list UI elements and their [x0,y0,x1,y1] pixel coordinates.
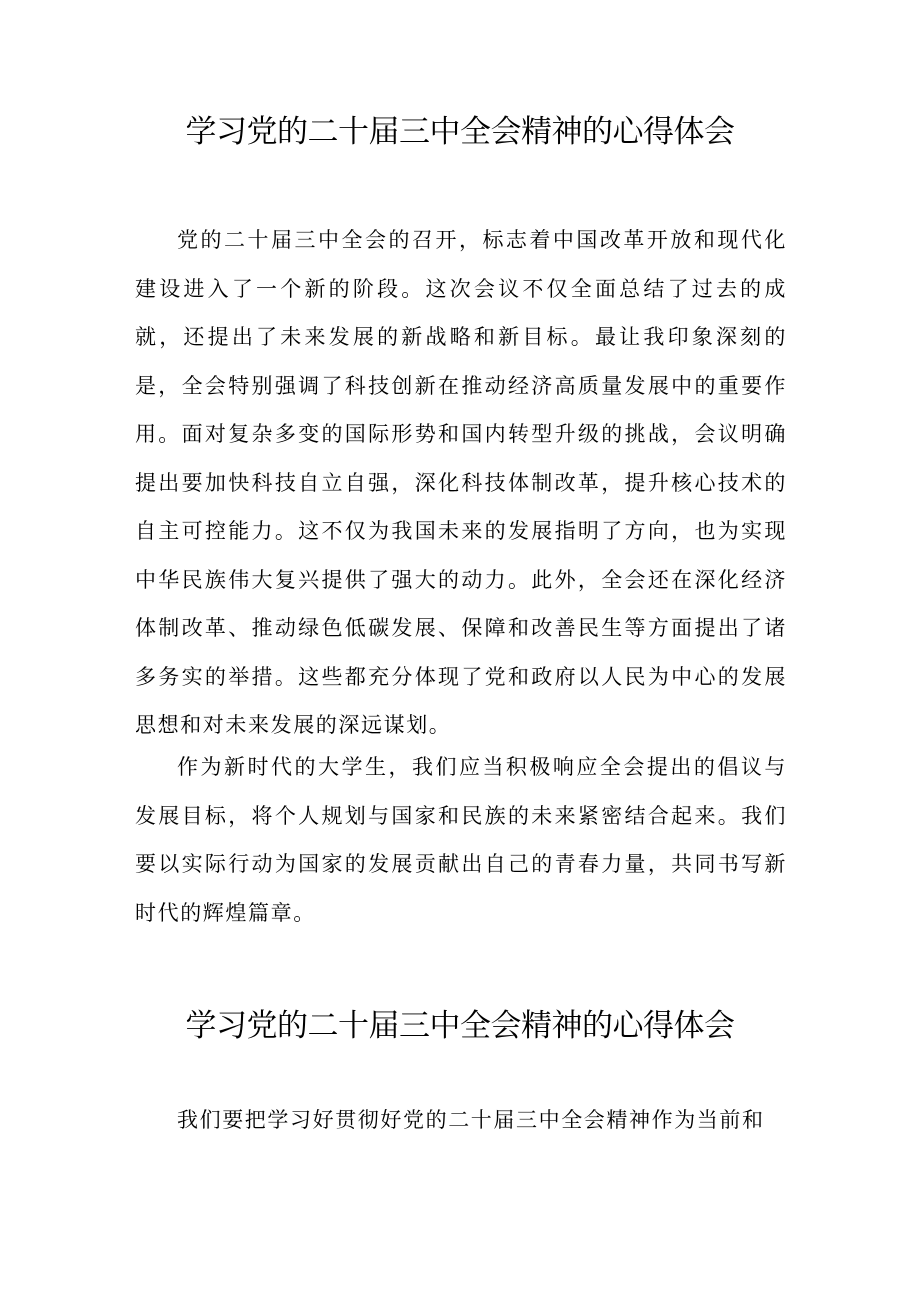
section-1-title: 学习党的二十届三中全会精神的心得体会 [185,114,735,150]
section-1-paragraph-2: 作为新时代的大学生，我们应当积极响应全会提出的倡议与发展目标，将个人规划与国家和民族的未来紧密结合起来。我们要以实际行动为国家的发展贡献出自己的青春力量，共同书写新时代的辉煌篇章。 [135,755,787,925]
section-1-paragraph-1: 党的二十届三中全会的召开，标志着中国改革开放和现代化建设进入了一个新的阶段。这次会议不仅全面总结了过去的成就，还提出了未来发展的新战略和新目标。最让我印象深刻的是，全会特别强调了科技创新在推动经济高质量发展中的重要作用。面对复杂多变的国际形势和国内转型升级的挑战，会议明确提出要加快科技自立自强，深化科技体制改革，提升核心技术的自主可控能力。这不仅为我国未来的发展指明了方向，也为实现中华民族伟大复兴提供了强大的动力。此外，全会还在深化经济体制改革、推动绿色低碳发展、保障和改善民生等方面提出了诸多务实的举措。这些都充分体现了党和政府以人民为中心的发展思想和对未来发展的深远谋划。 [135,228,787,737]
section-2-paragraph-1: 我们要把学习好贯彻好党的二十届三中全会精神作为当前和 [177,1108,765,1132]
section-2-title: 学习党的二十届三中全会精神的心得体会 [185,1008,735,1044]
